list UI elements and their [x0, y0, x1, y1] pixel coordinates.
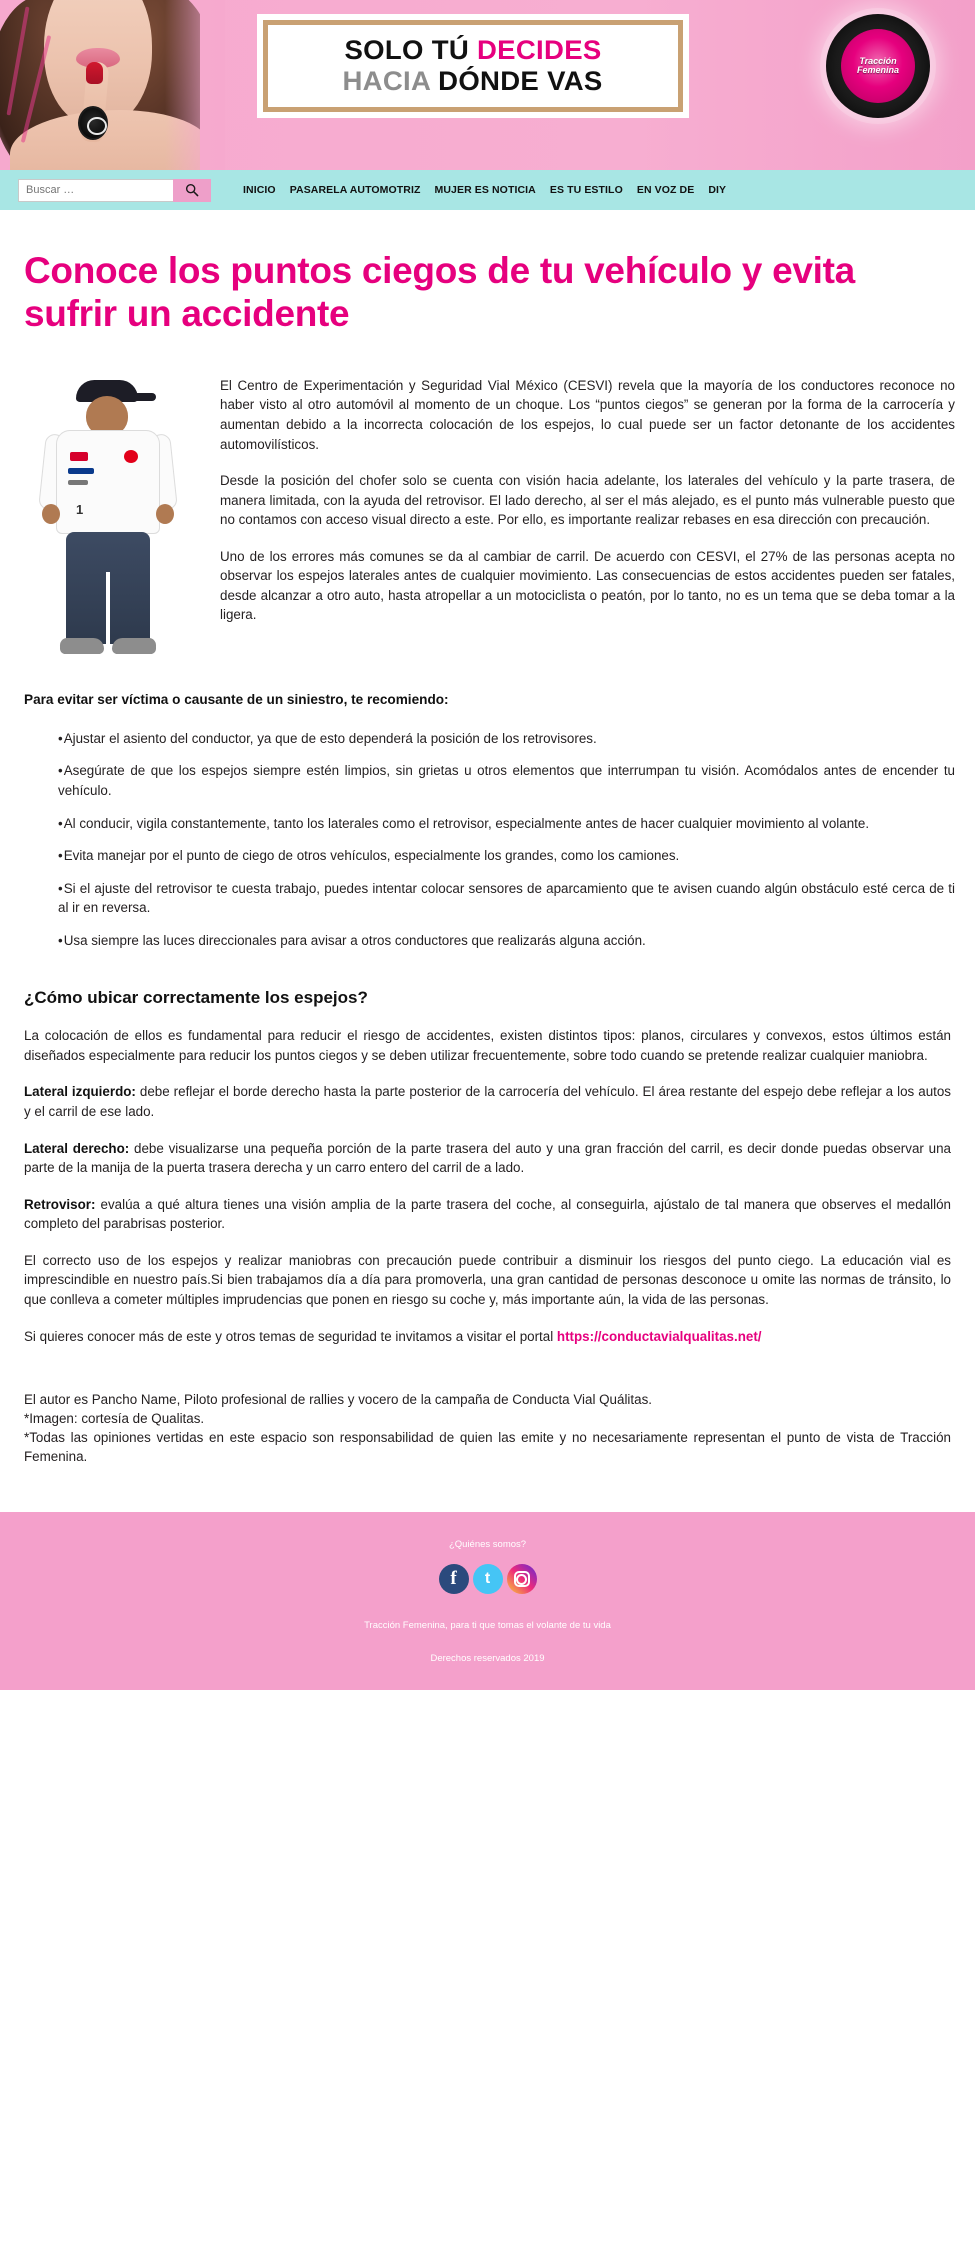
- model-nail: [86, 62, 103, 84]
- photo-shirt-number: 1: [76, 501, 84, 517]
- search-form[interactable]: [18, 179, 211, 202]
- list-item: [58, 814, 955, 834]
- tip-text: Usa siempre las luces direccionales para avisar a otros conductores que realizarás alguna acción.: [63, 932, 646, 948]
- photo-leg-gap: [106, 572, 110, 644]
- list-item: [58, 761, 955, 800]
- nav-item-mujer-es-noticia[interactable]: MUJER ES NOTICIA: [434, 184, 536, 196]
- mirror-left-term: Lateral izquierdo:: [24, 1084, 136, 1100]
- mirror-left-text: debe reflejar el borde derecho hasta la parte posterior de la carrocería del vehículo. El área restante del espejo debe reflejar a los autos y el carril de ese lado.: [24, 1084, 951, 1119]
- nav-item-diy[interactable]: DIY: [708, 184, 727, 196]
- photo-hand-left: [42, 504, 60, 524]
- site-logo[interactable]: [826, 14, 930, 118]
- photo-shoe-right: [112, 638, 156, 654]
- article-headline: Conoce los puntos ciegos de tu vehículo y evita sufrir un accidente: [24, 250, 855, 334]
- tip-text: Al conducir, vigila constantemente, tanto los laterales como el retrovisor, especialmente antes de hacer cualquier movimiento al volante.: [63, 815, 870, 831]
- tip-text: Asegúrate de que los espejos siempre estén limpios, sin grietas u otros elementos que interrumpan tu visión. Acomódalos antes de encender tu vehículo.: [58, 763, 955, 798]
- paragraph-2: Desde la posición del chofer solo se cuenta con visión hacia adelante, los laterales del vehículo y la parte trasera, de manera limitada, con la ayuda del retrovisor. El lado derecho, al ser el más alejado, es el punto más vulnerable puesto que no contamos con acceso visual directo a este. Por ello, es importante realizar rebases en esa dirección con precaución.: [220, 473, 955, 528]
- bottom-spacer: [20, 1466, 955, 1512]
- photo-sponsor-logo: [70, 452, 88, 461]
- author-note: El autor es Pancho Name, Piloto profesional de rallies y vocero de la campaña de Conducta Vial Quálitas.: [24, 1392, 652, 1408]
- footer-rights: Derechos reservados 2019: [430, 1653, 545, 1665]
- recommendations-list: [20, 729, 955, 951]
- mirror-rearview: [24, 1195, 951, 1234]
- social-links: [0, 1564, 975, 1594]
- disclaimer: *Todas las opiniones vertidas en este espacio son responsabilidad de quien las emite y no necesariamente representan el punto de vista de Tracción Femenina.: [24, 1430, 951, 1465]
- tip-text: Si el ajuste del retrovisor te cuesta trabajo, puedes intentar colocar sensores de aparcamiento que te avisen cuando algún obstáculo esté cerca de ti al ir en reversa.: [58, 880, 955, 916]
- author-photo: [20, 376, 198, 666]
- photo-shoe-left: [60, 638, 104, 654]
- portal-link[interactable]: https://conductavialqualitas.net/: [556, 1328, 762, 1344]
- list-item: [58, 846, 955, 866]
- section-subheading: ¿Cómo ubicar correctamente los espejos?: [24, 988, 368, 1008]
- slogan-line1-a: SOLO TÚ: [344, 35, 477, 65]
- closing-paragraph: El correcto uso de los espejos y realizar maniobras con precaución puede contribuir a disminuir los riesgos del punto ciego. La educación vial es imprescindible en nuestro país.Si bien trabajamos día a día para promoverla, una gran cantidad de personas desconoce u omite las normas de tránsito, lo que conlleva a cometer múltiples imprudencias que ponen en riesgo su coche y, más importante aún, la vida de las personas.: [24, 1252, 951, 1307]
- list-item: [58, 879, 955, 918]
- paragraph-1: El Centro de Experimentación y Seguridad Vial México (CESVI) revela que la mayoría de los conductores reconoce no haber visto al otro automóvil al momento de un choque. Los “puntos ciegos” se generan por la forma de la carrocería y aumentan debido a la incorrecta colocación de los espejos, lo cual puede ser un factor detonante de los accidentes automovilísticos.: [220, 377, 955, 452]
- paragraph-3: Uno de los errores más comunes se da al cambiar de carril. De acuerdo con CESVI, el 27% de las personas acepta no observar los espejos laterales antes de cualquier movimiento. Las consecuencias de estos accidentes pueden ser fatales, desde alcanzar a otro auto, hasta atropellar a un motociclista o peatón, por lo tanto, no es un tema que se deba tomar a la ligera.: [220, 548, 955, 623]
- image-credit: *Imagen: cortesía de Qualitas.: [24, 1411, 205, 1427]
- facebook-icon[interactable]: [439, 1564, 469, 1594]
- hero-banner: [0, 0, 975, 170]
- nav-item-es-tu-estilo[interactable]: ES TU ESTILO: [549, 184, 623, 196]
- facebook-glyph: f: [450, 1568, 457, 1590]
- mirrors-section: [20, 1026, 955, 1346]
- intro-paragraphs: [198, 376, 955, 666]
- portal-paragraph: [24, 1327, 951, 1347]
- footer-tagline: Tracción Femenina, para ti que tomas el volante de tu vida: [364, 1620, 611, 1632]
- hero-image-fade: [165, 0, 225, 170]
- mirror-right-text: debe visualizarse una pequeña porción de la parte trasera del auto y una gran fracción del carril, es decir donde puedas observar una parte de la manija de la puerta trasera derecha y un carro entero del carril de a lado.: [24, 1140, 951, 1176]
- portal-intro-text: Si quieres conocer más de este y otros temas de seguridad te invitamos a visitar el portal: [24, 1328, 557, 1344]
- nav-item-en-voz-de[interactable]: EN VOZ DE: [636, 184, 695, 196]
- mirror-right: [24, 1139, 951, 1178]
- mirror-right-term: Lateral derecho:: [24, 1140, 130, 1156]
- intro-block: [20, 376, 955, 666]
- instagram-icon[interactable]: [507, 1564, 537, 1594]
- nav-item-inicio[interactable]: INICIO: [243, 184, 276, 196]
- mirror-left: [24, 1082, 951, 1121]
- photo-hand-right: [156, 504, 174, 524]
- site-footer: [0, 1512, 975, 1690]
- recommendations-lead-in: Para evitar ser víctima o causante de un siniestro, te recomiendo:: [24, 691, 449, 707]
- logo-inner-disc: [841, 29, 915, 103]
- footer-about-link[interactable]: ¿Quiénes somos?: [448, 1539, 527, 1551]
- photo-sponsor-logo: [68, 468, 94, 474]
- search-input[interactable]: [18, 179, 173, 202]
- steering-wheel-ring-icon: [78, 106, 108, 140]
- list-item: [58, 729, 955, 749]
- photo-sponsor-logo: [68, 480, 88, 485]
- mirrors-intro: La colocación de ellos es fundamental para reducir el riesgo de accidentes, existen distintos tipos: planos, circulares y convexos, estos últimos están diseñados especialmente para reducir los puntos ciegos y se deben utilizar frecuentemente, sobre todo cuando se pretende realizar cualquier maniobra.: [24, 1028, 951, 1063]
- search-button[interactable]: [173, 179, 211, 202]
- slogan-line1-b: DECIDES: [476, 35, 602, 65]
- list-item: [58, 931, 955, 951]
- hero-slogan-box: [263, 20, 683, 112]
- tip-text: Evita manejar por el punto de ciego de otros vehículos, especialmente los grandes, como los camiones.: [63, 848, 680, 864]
- slogan-line2-b: DÓNDE VAS: [438, 66, 604, 96]
- instagram-glyph: [514, 1571, 530, 1587]
- twitter-icon[interactable]: [473, 1564, 503, 1594]
- nav-item-pasarela-automotriz[interactable]: PASARELA AUTOMOTRIZ: [289, 184, 421, 196]
- article-footnotes: [20, 1390, 955, 1466]
- nav-menu: [236, 184, 733, 196]
- photo-sponsor-logo: [124, 450, 138, 463]
- slogan-line2-a: HACIA: [342, 66, 439, 96]
- mirror-rearview-text: evalúa a qué altura tienes una visión amplia de la parte trasera del coche, al conseguirla, ajústalo de tal manera que observes el medallón completo del parabrisas posterior.: [24, 1196, 951, 1232]
- mirror-rearview-term: Retrovisor:: [24, 1196, 96, 1212]
- logo-text: Tracción Femenina: [856, 55, 899, 75]
- tip-text: Ajustar el asiento del conductor, ya que de esto dependerá la posición de los retrovisores.: [63, 730, 597, 746]
- search-icon: [185, 183, 199, 197]
- main-navbar: [0, 170, 975, 210]
- twitter-glyph: t: [484, 1570, 491, 1588]
- article-body: [0, 250, 975, 1512]
